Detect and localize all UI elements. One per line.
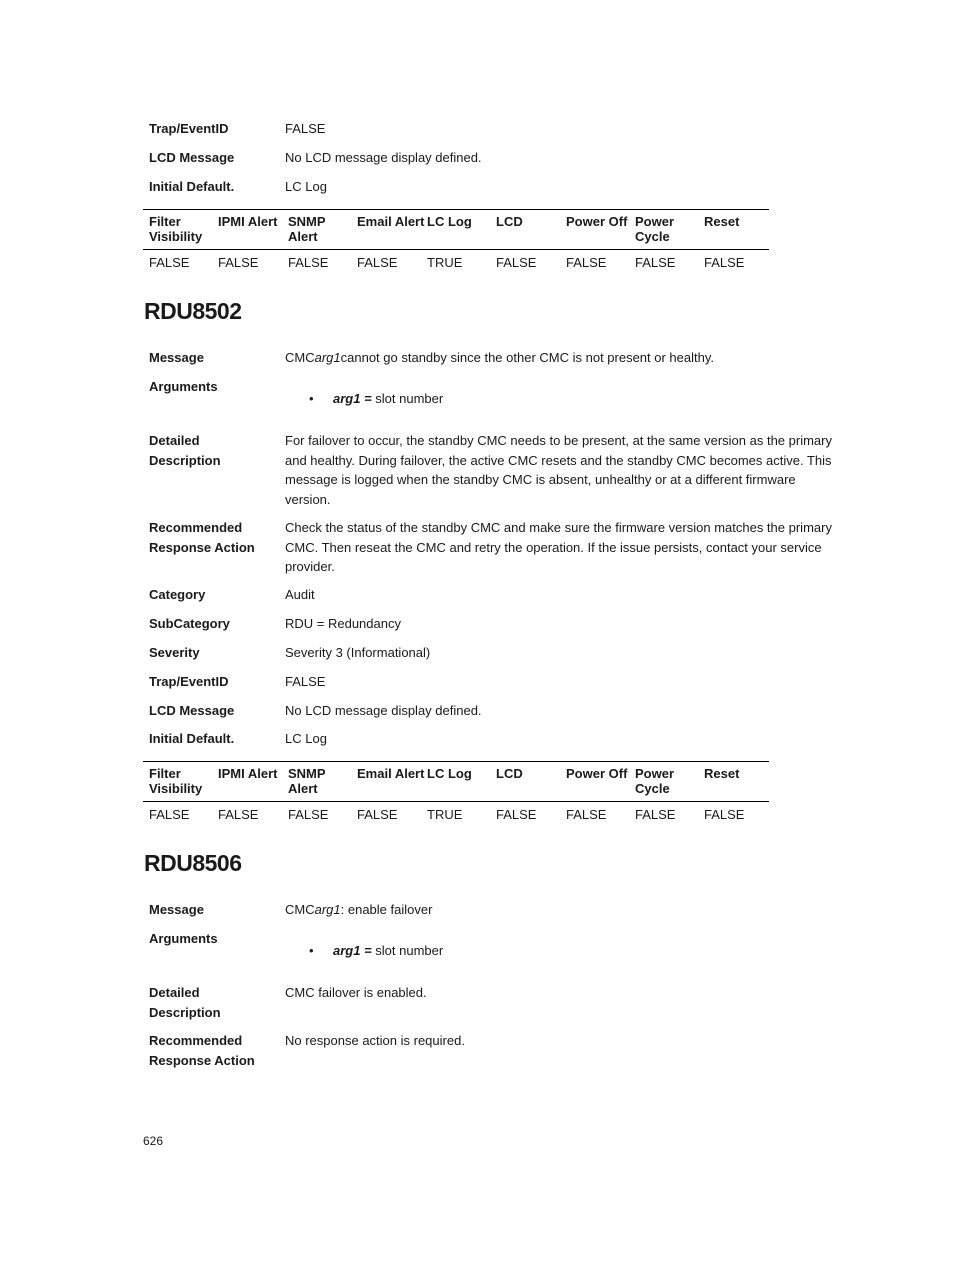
section-heading-rdu8506: RDU8506 (144, 850, 242, 876)
label-line: Response Action (149, 539, 255, 555)
bullet-icon: • (309, 391, 314, 406)
table-header-cell: Filter Visibility (149, 766, 203, 796)
table-rule (143, 801, 769, 802)
table-cell: FALSE (635, 255, 676, 270)
table-cell: TRUE (427, 807, 463, 822)
label-line: Response Action (149, 1052, 255, 1068)
table-cell: FALSE (704, 807, 745, 822)
table-cell: FALSE (496, 807, 537, 822)
table-header-cell: Email Alert (357, 214, 425, 229)
field-label: Initial Default. (149, 731, 235, 746)
argument-desc: slot number (371, 943, 444, 958)
table-header-cell: LC Log (427, 214, 472, 229)
label-line: Detailed (149, 985, 200, 1000)
table-cell: FALSE (218, 255, 259, 270)
table-cell: FALSE (566, 255, 607, 270)
argument-name: arg1 = (333, 391, 372, 406)
table-cell: FALSE (704, 255, 745, 270)
table-header-cell: Reset (704, 766, 740, 781)
label-line: Description (149, 452, 221, 468)
field-label: LCD Message (149, 703, 235, 718)
field-label: Category (149, 587, 206, 602)
field-value: Check the status of the standby CMC and make sure the firmware version matches the primary CMC. Then reseat the CMC and retry the operation. If the issue persists, contact your service provider. (285, 520, 832, 574)
table-cell: FALSE (149, 255, 190, 270)
field-label: Initial Default. (149, 179, 235, 194)
table-cell: FALSE (149, 807, 190, 822)
table-header-cell: Email Alert (357, 766, 425, 781)
field-label: Message (149, 350, 204, 365)
field-value (285, 348, 835, 368)
bullet-icon: • (309, 943, 314, 958)
field-label: Arguments (149, 379, 218, 394)
table-header-cell: Reset (704, 214, 740, 229)
field-value: CMC failover is enabled. (285, 985, 427, 1000)
field-value (285, 900, 835, 920)
section-heading-rdu8502: RDU8502 (144, 298, 242, 324)
field-label (149, 983, 279, 1022)
label-line: Recommended (149, 520, 243, 535)
table-header-cell: Power Cycle (635, 766, 675, 796)
message-arg: arg1 (314, 902, 341, 917)
table-rule (143, 209, 769, 210)
field-value: Audit (285, 587, 315, 602)
field-value: No LCD message display defined. (285, 703, 482, 718)
table-header-cell: SNMP Alert (288, 214, 326, 244)
field-label (149, 1031, 279, 1070)
field-value: FALSE (285, 121, 326, 136)
field-value: No response action is required. (285, 1033, 465, 1048)
table-header-cell: IPMI Alert (218, 214, 278, 229)
table-header-cell: Power Off (566, 214, 628, 229)
table-cell: FALSE (288, 807, 329, 822)
table-rule (143, 761, 769, 762)
field-value: FALSE (285, 674, 326, 689)
argument-desc: slot number (371, 391, 444, 406)
message-suffix: : enable failover (340, 902, 433, 917)
field-label (149, 431, 279, 470)
table-header-cell: LCD (496, 214, 523, 229)
table-cell: FALSE (357, 255, 398, 270)
message-prefix: CMC (285, 350, 315, 365)
argument-text (333, 941, 443, 961)
table-rule (143, 249, 769, 250)
table-cell: FALSE (288, 255, 329, 270)
table-header-cell: Power Cycle (635, 214, 675, 244)
argument-name: arg1 = (333, 943, 372, 958)
field-value: LC Log (285, 179, 327, 194)
table-header-cell: Power Off (566, 766, 628, 781)
field-value: Severity 3 (Informational) (285, 645, 431, 660)
label-line: Description (149, 1004, 221, 1020)
table-cell: FALSE (635, 807, 676, 822)
field-value: LC Log (285, 731, 327, 746)
field-value: For failover to occur, the standby CMC needs to be present, at the same version as the primary and healthy. During failover, the active CMC resets and the standby CMC becomes active. This message is logged when the standby CMC is absent, unhealthy or at a different firmware version. (285, 433, 832, 507)
table-header-cell: LCD (496, 766, 523, 781)
field-label: Trap/EventID (149, 121, 229, 136)
page-number: 626 (143, 1134, 164, 1148)
table-header-cell: SNMP Alert (288, 766, 326, 796)
table-cell: FALSE (566, 807, 607, 822)
table-cell: FALSE (218, 807, 259, 822)
table-cell: FALSE (357, 807, 398, 822)
table-cell: FALSE (496, 255, 537, 270)
table-header-cell: Filter Visibility (149, 214, 203, 244)
table-cell: TRUE (427, 255, 463, 270)
message-suffix: cannot go standby since the other CMC is not present or healthy. (340, 350, 714, 365)
argument-text (333, 389, 443, 409)
field-label: Message (149, 902, 204, 917)
field-label (149, 518, 279, 557)
field-label: Severity (149, 645, 200, 660)
field-label: SubCategory (149, 616, 230, 631)
label-line: Detailed (149, 433, 200, 448)
field-label: LCD Message (149, 150, 235, 165)
label-line: Recommended (149, 1033, 243, 1048)
field-label: Arguments (149, 931, 218, 946)
message-arg: arg1 (314, 350, 341, 365)
field-value: RDU = Redundancy (285, 616, 401, 631)
table-header-cell: IPMI Alert (218, 766, 278, 781)
message-prefix: CMC (285, 902, 315, 917)
field-value: No LCD message display defined. (285, 150, 482, 165)
table-header-cell: LC Log (427, 766, 472, 781)
field-label: Trap/EventID (149, 674, 229, 689)
